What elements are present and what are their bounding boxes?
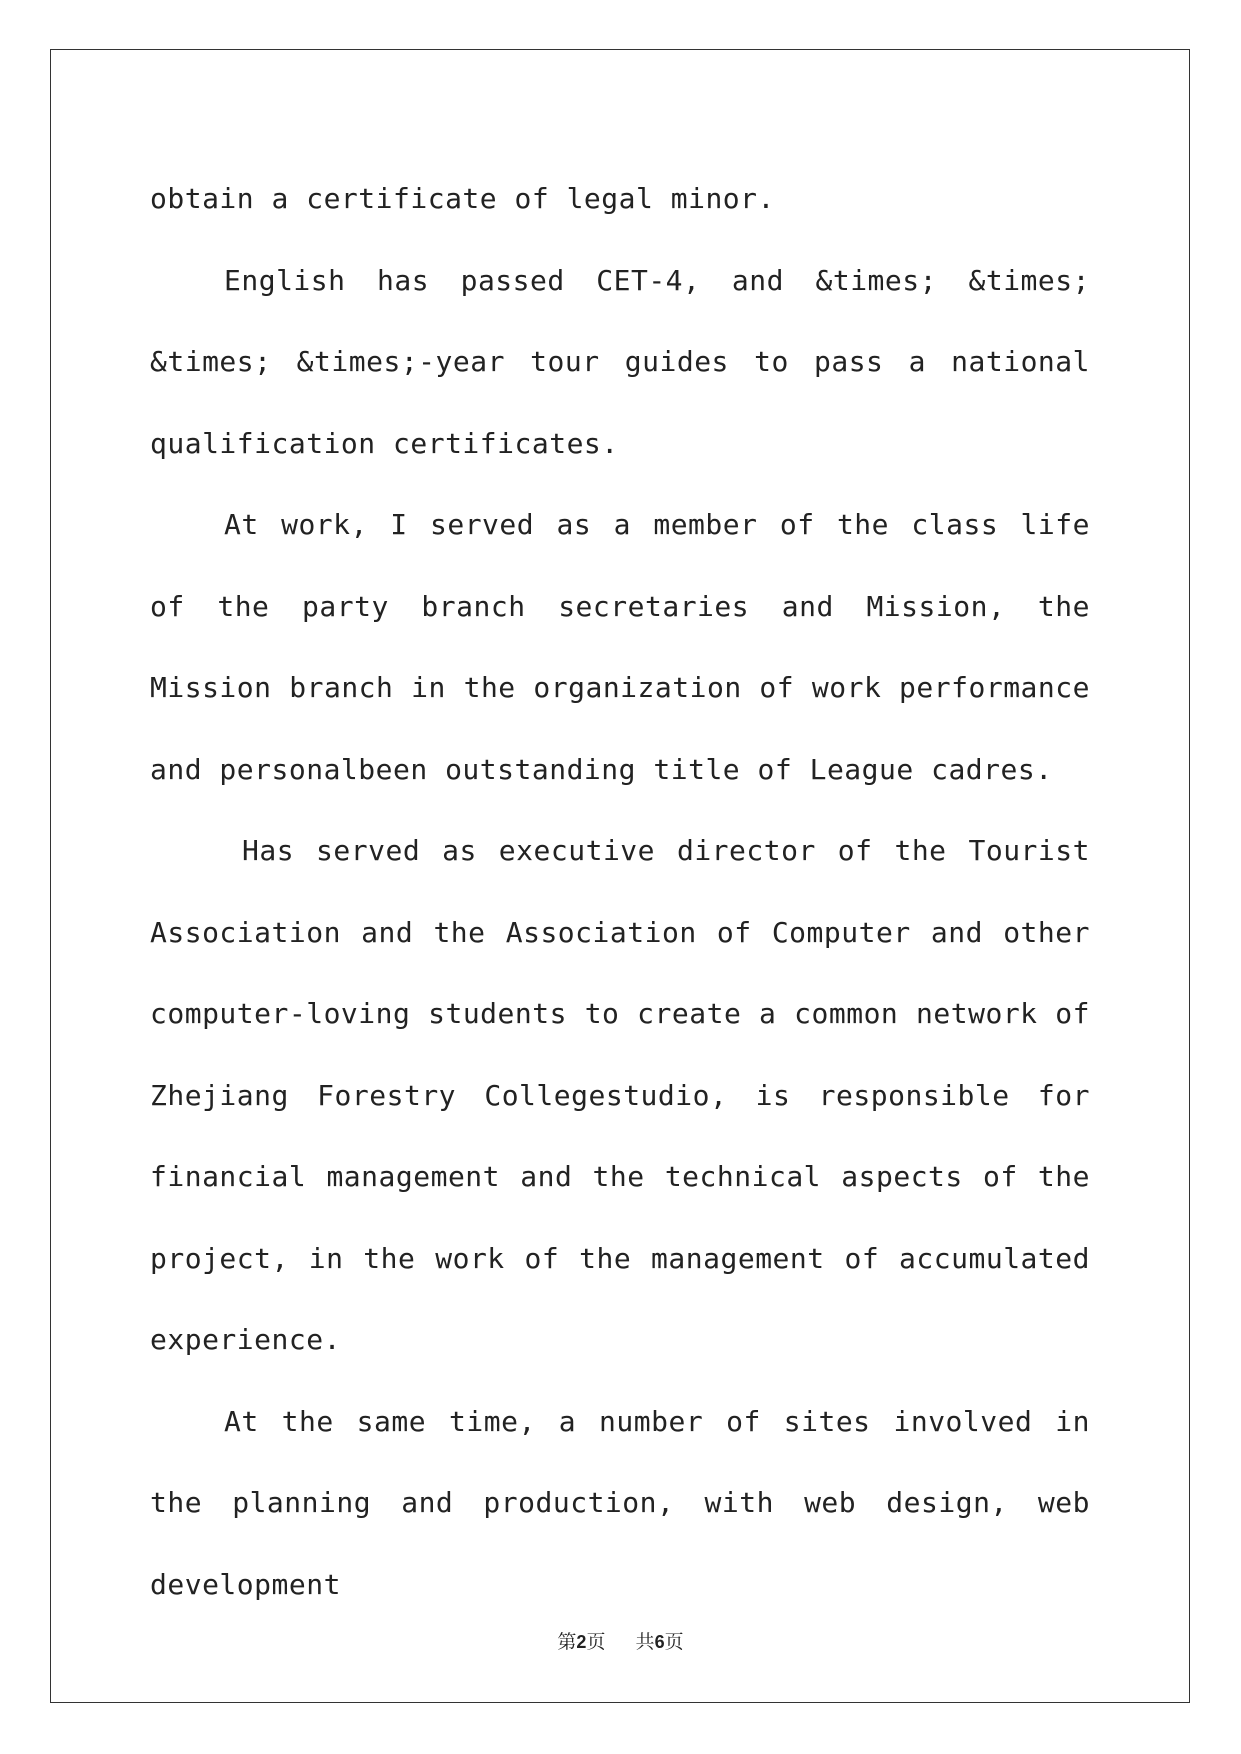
page-footer xyxy=(0,1627,1241,1654)
total-pages: 6 xyxy=(654,1632,665,1652)
total-suffix: 页 xyxy=(664,1631,684,1653)
paragraph-5: At the same time, a number of sites involved in the planning and production, with web design, web development xyxy=(150,1404,1090,1601)
paragraph-1: obtain a certificate of legal minor. xyxy=(150,182,775,215)
paragraph-3: At work, I served as a member of the class life of the party branch secretaries and Mission, the Mission branch in the organization of work performance and personalbeen outstanding title of League cadres. xyxy=(150,508,1090,786)
paragraph-2: English has passed CET-4, and &times; &times; &times; &times;-year tour guides to pass a national qualification certificates. xyxy=(150,263,1090,460)
paragraph-4: Has served as executive director of the Tourist Association and the Association of Computer and other computer-loving students to create a common network of Zhejiang Forestry Collegestudio, is responsible for financial management and the technical aspects of the project, in the work of the management of accumulated experience. xyxy=(150,834,1090,1356)
document-body xyxy=(150,158,1090,1625)
current-page: 2 xyxy=(576,1632,587,1652)
page-prefix: 第 xyxy=(557,1631,577,1653)
total-prefix: 共 xyxy=(635,1631,655,1653)
page-total xyxy=(636,1631,684,1653)
page-number xyxy=(557,1631,611,1653)
page-suffix: 页 xyxy=(586,1631,606,1653)
